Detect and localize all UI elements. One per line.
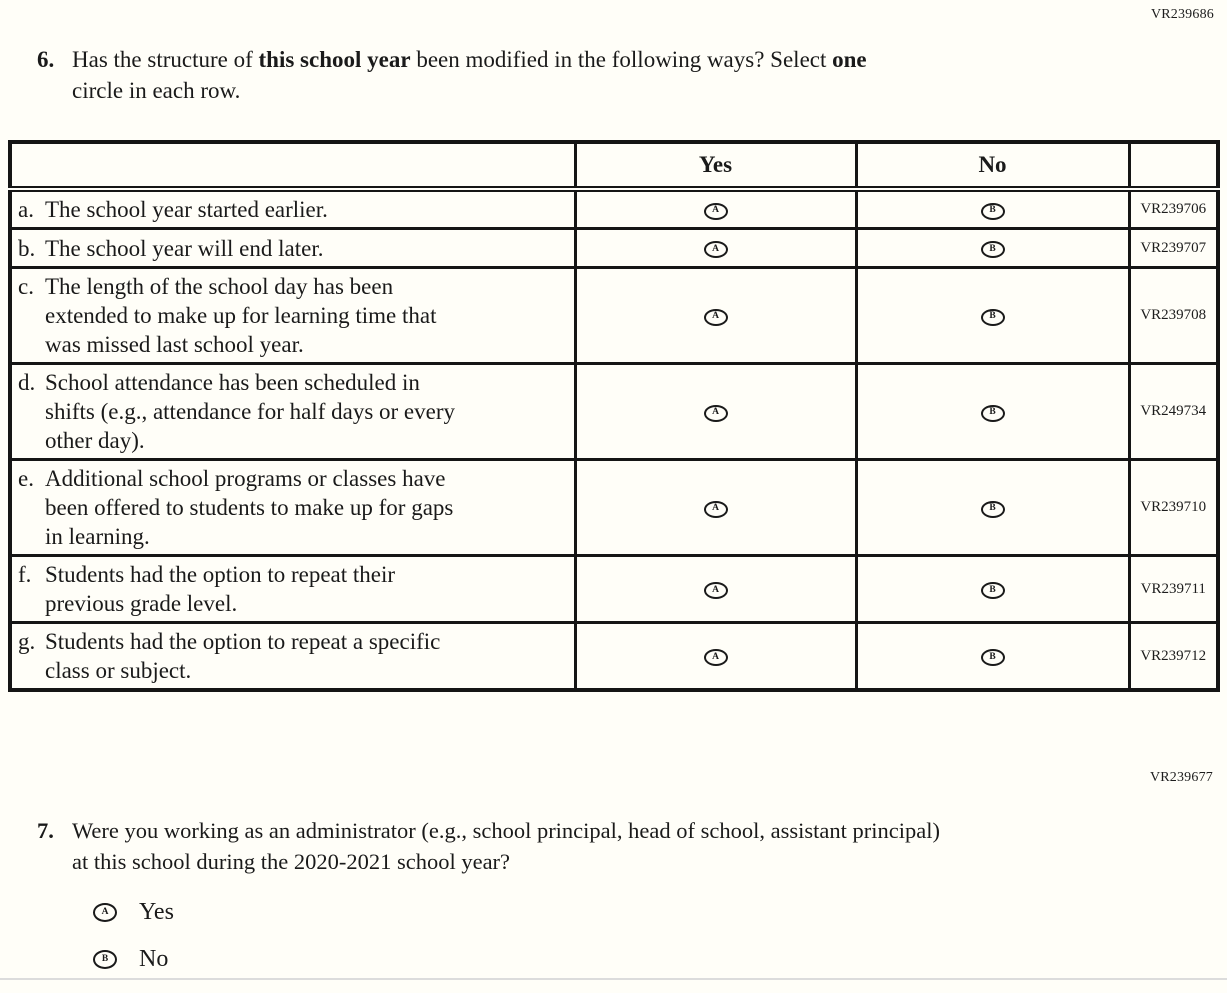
yes-cell <box>575 623 856 691</box>
no-bubble[interactable]: B <box>981 501 1005 518</box>
no-bubble[interactable]: B <box>981 582 1005 599</box>
yes-bubble[interactable]: A <box>704 203 728 220</box>
no-bubble[interactable]: B <box>981 405 1005 422</box>
table-row <box>10 623 1218 691</box>
yes-bubble[interactable]: A <box>704 309 728 326</box>
row-letter-prefix: d. <box>18 370 36 395</box>
no-cell <box>856 623 1129 691</box>
row-code: VR239708 <box>1129 268 1218 364</box>
no-cell <box>856 364 1129 460</box>
row-statement-text: The length of the school day has been extended to make up for learning time that was missed last school year. <box>45 274 437 357</box>
yes-bubble[interactable]: A <box>704 582 728 599</box>
option-bubble-yes[interactable]: A <box>93 903 117 922</box>
question-7-text: Were you working as an administrator (e.g., school principal, head of school, assistant principal) at this school during the 2020-2021 school year? <box>72 818 940 874</box>
table-row <box>10 364 1218 460</box>
row-statement-text: The school year will end later. <box>45 235 324 261</box>
row-statement <box>10 229 575 268</box>
row-statement <box>10 623 575 691</box>
row-letter-prefix: b. <box>18 235 36 261</box>
row-letter-prefix: f. <box>18 562 32 587</box>
yes-cell <box>575 268 856 364</box>
row-letter-prefix: a. <box>18 197 34 222</box>
no-cell <box>856 556 1129 623</box>
row-letter-prefix: c. <box>18 274 34 299</box>
no-cell <box>856 189 1129 229</box>
option-bubble-no[interactable]: B <box>93 950 117 969</box>
question-7-number: 7. <box>37 818 54 843</box>
option-label: No <box>139 946 169 972</box>
no-bubble[interactable]: B <box>981 241 1005 258</box>
no-cell <box>856 229 1129 268</box>
row-statement <box>10 189 575 229</box>
form-code-top: VR239686 <box>1150 7 1214 22</box>
table-row <box>10 189 1218 229</box>
no-cell <box>856 268 1129 364</box>
option-no <box>93 946 940 973</box>
row-statement <box>10 364 575 460</box>
row-statement-text: The school year started earlier. <box>45 197 328 222</box>
yes-cell <box>575 189 856 229</box>
form-code-section: VR239677 <box>1149 770 1213 785</box>
question-6-table <box>8 140 1220 692</box>
table-row <box>10 268 1218 364</box>
row-statement-text: Students had the option to repeat a specific class or subject. <box>45 629 441 683</box>
no-bubble[interactable]: B <box>981 203 1005 220</box>
table-row <box>10 229 1218 268</box>
table-header-row <box>10 142 1218 189</box>
row-code: VR239707 <box>1129 229 1218 268</box>
row-statement-text: Students had the option to repeat their previous grade level. <box>45 562 396 616</box>
row-code: VR239706 <box>1129 189 1218 229</box>
row-code: VR239710 <box>1129 460 1218 556</box>
row-letter-prefix: g. <box>18 629 36 654</box>
no-cell <box>856 460 1129 556</box>
row-statement-text: Additional school programs or classes have been offered to students to make up for gaps in learning. <box>45 466 454 549</box>
header-no: No <box>856 142 1129 189</box>
row-statement <box>10 268 575 364</box>
question-7 <box>37 815 1147 993</box>
yes-cell <box>575 229 856 268</box>
row-statement <box>10 556 575 623</box>
header-code-blank <box>1129 142 1218 189</box>
yes-cell <box>575 460 856 556</box>
question-7-options <box>93 899 940 973</box>
question-6-text: Has the structure of this school year been modified in the following ways? Select one circle in each row. <box>72 47 867 103</box>
table-row <box>10 460 1218 556</box>
row-code: VR249734 <box>1129 364 1218 460</box>
yes-cell <box>575 556 856 623</box>
header-yes: Yes <box>575 142 856 189</box>
row-code: VR239712 <box>1129 623 1218 691</box>
row-statement <box>10 460 575 556</box>
no-bubble[interactable]: B <box>981 649 1005 666</box>
table-row <box>10 556 1218 623</box>
no-bubble[interactable]: B <box>981 309 1005 326</box>
question-6 <box>37 44 1122 106</box>
yes-cell <box>575 364 856 460</box>
page-bottom-divider <box>0 978 1227 980</box>
header-statement-blank <box>10 142 575 189</box>
yes-bubble[interactable]: A <box>704 501 728 518</box>
row-letter-prefix: e. <box>18 466 34 491</box>
row-code: VR239711 <box>1129 556 1218 623</box>
question-6-number: 6. <box>37 47 55 72</box>
yes-bubble[interactable]: A <box>704 649 728 666</box>
row-statement-text: School attendance has been scheduled in shifts (e.g., attendance for half days or every other day). <box>45 370 456 453</box>
option-yes <box>93 899 940 926</box>
option-label: Yes <box>139 899 174 925</box>
yes-bubble[interactable]: A <box>704 405 728 422</box>
yes-bubble[interactable]: A <box>704 241 728 258</box>
